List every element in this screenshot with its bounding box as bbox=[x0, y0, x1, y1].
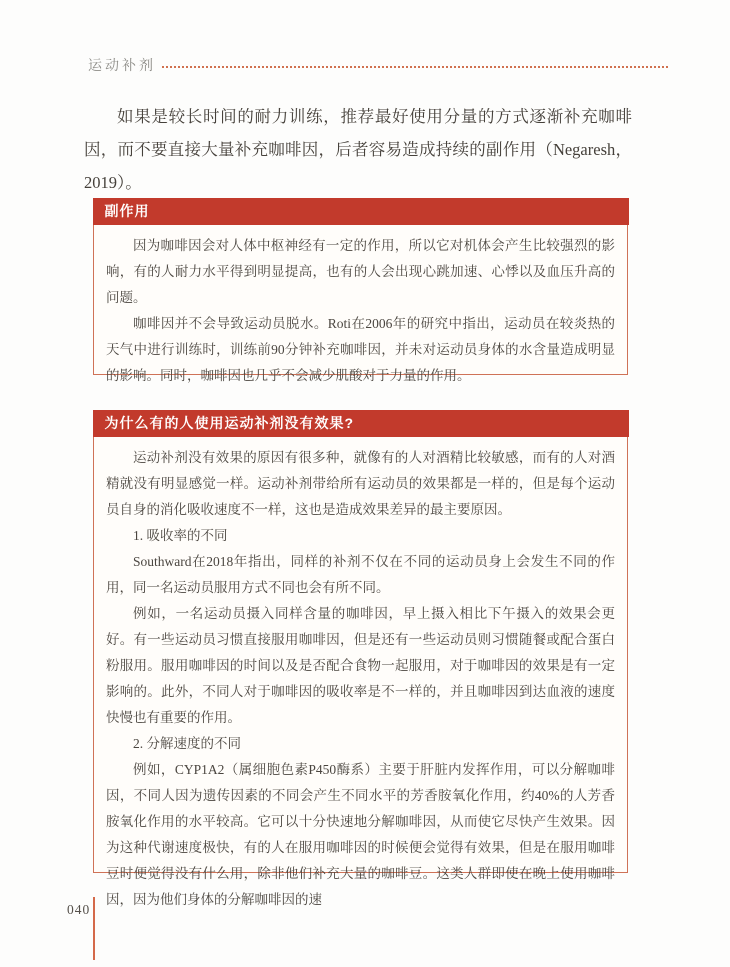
callout-box-title: 副作用 bbox=[93, 198, 629, 225]
running-header-label: 运动补剂 bbox=[88, 57, 156, 73]
box-paragraph: 因为咖啡因会对人体中枢神经有一定的作用，所以它对机体会产生比较强烈的影响，有的人耐力水平得到明显提高，也有的人会出现心跳加速、心悸以及血压升高的问题。 bbox=[106, 238, 615, 305]
box-paragraph: 例如，CYP1A2（属细胞色素P450酶系）主要于肝脏内发挥作用，可以分解咖啡因，不同人因为遗传因素的不同会产生不同水平的芳香胺氧化作用，约40%的人芳香胺氧化作用的水平较高。它可以十分快速地分解咖啡因，从而使它尽快产生效果。因为这种代谢速度极快，有的人在服用咖啡因的时候便会觉得有效果，但是在服用咖啡豆时便觉得没有什么用，除非他们补充大量的咖啡豆。这类人群即使在晚上使用咖啡因，因为他们身体的分解咖啡因的速 bbox=[106, 762, 615, 907]
box-paragraph: 运动补剂没有效果的原因有很多种，就像有的人对酒精比较敏感，而有的人对酒精就没有明显感觉一样。运动补剂带给所有运动员的效果都是一样的，但是每个运动员自身的消化吸收速度不一样，这也是造成效果差异的最主要原因。 bbox=[106, 450, 615, 517]
intro-paragraph: 如果是较长时间的耐力训练，推荐最好使用分量的方式逐渐补充咖啡因，而不要直接大量补充咖啡因，后者容易造成持续的副作用（Negaresh，2019）。 bbox=[84, 107, 632, 192]
box-paragraph: 咖啡因并不会导致运动员脱水。Roti在2006年的研究中指出，运动员在较炎热的天气中进行训练时，训练前90分钟补充咖啡因，并未对运动员身体的水含量造成明显的影响。同时，咖啡因也几乎不会减少肌酸对于力量的作用。 bbox=[106, 316, 615, 383]
footer-rule bbox=[93, 897, 95, 960]
box-paragraph: 例如，一名运动员摄入同样含量的咖啡因，早上摄入相比下午摄入的效果会更好。有一些运动员习惯直接服用咖啡因，但是还有一些运动员则习惯随餐或配合蛋白粉服用。服用咖啡因的时间以及是否配合食物一起服用，对于咖啡因的效果是有一定影响的。此外，不同人对于咖啡因的吸收率是不一样的，并且咖啡因到达血液的速度快慢也有重要的作用。 bbox=[106, 606, 615, 725]
callout-box-title: 为什么有的人使用运动补剂没有效果? bbox=[93, 410, 629, 437]
callout-box-why-no-effect bbox=[93, 410, 628, 907]
callout-box-content bbox=[94, 438, 627, 913]
box-paragraph: Southward在2018年指出，同样的补剂不仅在不同的运动员身上会发生不同的作用，同一名运动员服用方式不同也会有所不同。 bbox=[106, 554, 615, 595]
callout-box-content bbox=[94, 226, 627, 389]
box-subheading: 2. 分解速度的不同 bbox=[133, 736, 241, 751]
running-header bbox=[88, 55, 668, 75]
page-number: 040 bbox=[67, 902, 91, 917]
callout-box-side-effects bbox=[93, 198, 628, 383]
dotted-rule bbox=[162, 66, 668, 68]
box-subheading: 1. 吸收率的不同 bbox=[133, 528, 228, 543]
